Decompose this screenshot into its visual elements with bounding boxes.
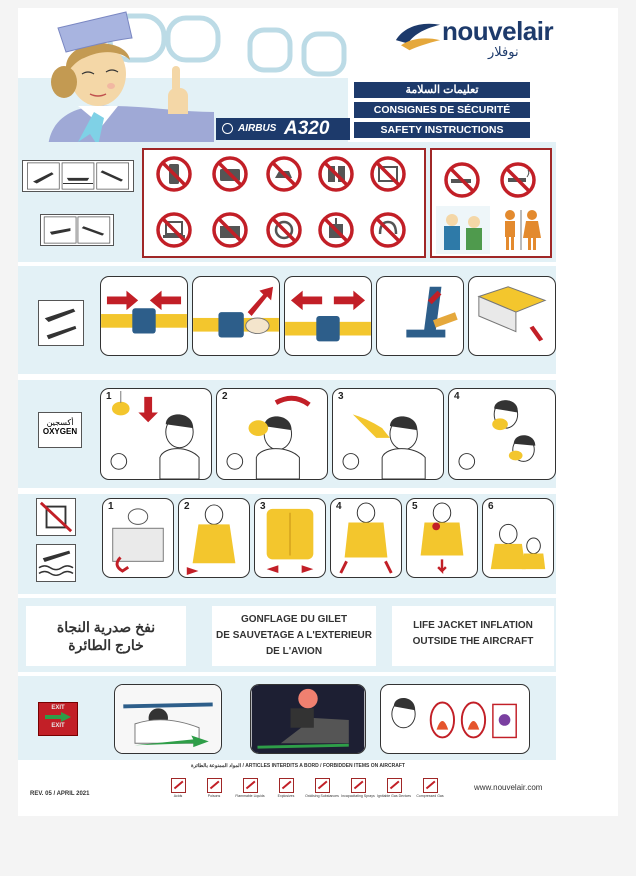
forbidden-item-explosives <box>266 778 306 798</box>
ditching-water-icon <box>36 544 76 582</box>
revision-label: REV. 05 / APRIL 2021 <box>30 791 90 797</box>
no-remote-toy-icon <box>264 154 304 194</box>
no-seat-inflate-icon <box>36 498 76 536</box>
exit-sign-line2: EXIT <box>51 723 65 729</box>
forbidden-item-flammable-liquids <box>230 778 270 798</box>
step-number: 4 <box>454 391 460 402</box>
no-walkie-talkie-icon <box>316 154 356 194</box>
forbidden-item-label: Incapacitating Sprays <box>341 794 375 798</box>
no-smoking-lavatory-icon <box>498 160 538 200</box>
exit-arrow-icon <box>43 712 73 722</box>
title-arabic: تعليمات السلامة <box>354 82 530 98</box>
explosives-icon <box>279 778 294 793</box>
no-laptop-icon <box>154 210 194 250</box>
forbidden-item-label: Oxidising Substances <box>305 794 339 798</box>
oxygen-step-3 <box>332 388 444 480</box>
forbidden-item-acids <box>158 778 198 798</box>
exit-sign <box>38 702 78 736</box>
seatbelt-step-release <box>284 276 372 356</box>
step-number: 2 <box>184 501 190 512</box>
step-number: 2 <box>222 391 228 402</box>
inflation-text-arabic: نفخ صدرية النجاة خارج الطائرة <box>26 606 186 666</box>
no-radio-icon <box>210 154 250 194</box>
aircraft-model: A320 <box>284 118 330 139</box>
acids-icon <box>171 778 186 793</box>
tray-table-step <box>468 276 556 356</box>
no-headphones-icon <box>368 210 408 250</box>
step-number: 1 <box>106 391 112 402</box>
title-french: CONSIGNES DE SÉCURITÉ <box>354 102 530 118</box>
inflation-text-english: LIFE JACKET INFLATION OUTSIDE THE AIRCRAFT <box>392 606 554 666</box>
no-television-icon <box>368 154 408 194</box>
flight-phase-icons <box>22 160 134 192</box>
brand-name-arabic: نوفلار <box>488 44 519 59</box>
forbidden-item-label: Explosives <box>277 794 295 798</box>
lifejacket-step-2 <box>178 498 250 578</box>
step-number: 1 <box>108 501 114 512</box>
aircraft-badge <box>216 118 350 140</box>
lifejacket-step-6 <box>482 498 554 578</box>
lifejacket-step-5 <box>406 498 478 578</box>
seatbelt-step-fasten <box>100 276 188 356</box>
aircraft-maker: AIRBUS <box>238 123 277 134</box>
no-mobile-phone-icon <box>154 154 194 194</box>
lifejacket-step-3 <box>254 498 326 578</box>
website-link[interactable]: www.nouvelair.com <box>474 783 543 792</box>
step-number: 5 <box>412 501 418 512</box>
seatbelt-phase-icons <box>38 300 84 346</box>
fire-safety-illustration <box>380 684 530 754</box>
step-number: 3 <box>338 391 344 402</box>
oxygen-step-4 <box>448 388 556 480</box>
exit-sign-line1: EXIT <box>51 705 65 711</box>
no-printer-icon <box>210 210 250 250</box>
oxygen-step-2 <box>216 388 328 480</box>
oxygen-step-1 <box>100 388 212 480</box>
forbidden-item-compressed-gas <box>410 778 450 798</box>
airbus-icon <box>222 123 233 134</box>
forbidden-item-label: Acids <box>173 794 183 798</box>
brand-name: nouvelair <box>442 16 554 46</box>
step-number: 6 <box>488 501 494 512</box>
oxygen-label-english: OXYGEN <box>42 427 78 436</box>
forbidden-item-label: Flammable Liquids <box>235 794 265 798</box>
no-smoking-icon <box>442 160 482 200</box>
oxygen-label-box <box>38 412 82 448</box>
taxi-phase-icons <box>40 214 114 246</box>
title-english: SAFETY INSTRUCTIONS <box>354 122 530 138</box>
forbidden-item-label: Poisons <box>207 794 221 798</box>
flammable-liquids-icon <box>243 778 258 793</box>
oxygen-label-arabic: أكسجين <box>46 418 74 427</box>
nouvelair-logo <box>392 12 592 60</box>
no-cd-player-icon <box>264 210 304 250</box>
airline-logo-icon <box>392 18 444 52</box>
step-number: 4 <box>336 501 342 512</box>
forbidden-item-label: Ignitable Gas Devices <box>376 794 412 798</box>
brace-position-illustration <box>114 684 222 754</box>
forbidden-item-label: Compressed Gas <box>416 794 444 798</box>
safety-card <box>18 8 618 816</box>
compressed-gas-icon <box>423 778 438 793</box>
seat-upright-step <box>376 276 464 356</box>
no-radio-transmitter-icon <box>316 210 356 250</box>
oxidising-icon <box>315 778 330 793</box>
inflation-text-french: GONFLAGE DU GILET DE SAUVETAGE A L'EXTERIEUR DE L'AVION <box>212 606 376 666</box>
forbidden-items-heading: المواد الممنوعة بالطائرة / ARTICLES INTERDITS A BORD / FORBIDDEN ITEMS ON AIRCRAFT <box>191 763 405 769</box>
poisons-icon <box>207 778 222 793</box>
forbidden-item-gas-devices <box>374 778 414 798</box>
step-number: 3 <box>260 501 266 512</box>
spray-icon <box>351 778 366 793</box>
emergency-lighting-illustration <box>250 684 366 754</box>
forbidden-item-sprays <box>338 778 378 798</box>
lifejacket-step-1 <box>102 498 174 578</box>
forbidden-item-poisons <box>194 778 234 798</box>
cabin-passengers-illustration <box>436 206 490 254</box>
lavatory-sign-icon <box>494 206 548 254</box>
seatbelt-step-tighten <box>192 276 280 356</box>
lifejacket-step-4 <box>330 498 402 578</box>
gas-device-icon <box>387 778 402 793</box>
forbidden-item-oxidising <box>302 778 342 798</box>
